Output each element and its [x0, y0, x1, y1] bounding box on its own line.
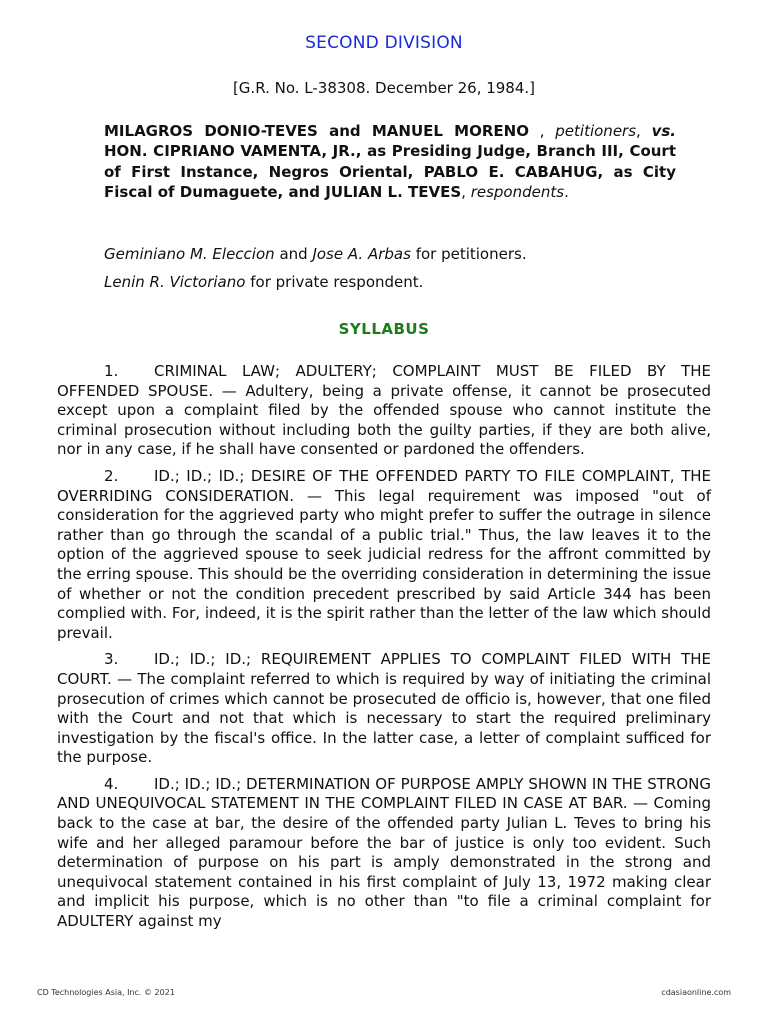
paragraph-text: ID.; ID.; ID.; DETERMINATION OF PURPOSE AMPLY SHOWN IN THE STRONG AND UNEQUIVOCAL STATEMENT IN THE COMPLAINT FILED IN CASE AT BAR. — Coming back to the case at bar, the desire of the offended party Julian L. Teves to bring his wife and her alleged paramour before the bar of justice is only too evident. Such determination of purpose on his part is amply demonstrated in the strong and unequivocal statement contained in his first complaint of July 13, 1972 making clear and implicit his purpose, which is no other than "to file a criminal complaint for ADULTERY against my: [57, 774, 711, 931]
petitioners-names: MILAGROS DONIO-TEVES and MANUEL MORENO: [104, 122, 529, 140]
paragraph-text: ID.; ID.; ID.; REQUIREMENT APPLIES TO COMPLAINT FILED WITH THE COURT. — The complaint referred to which is required by way of initiating the criminal prosecution of crimes which cannot be prosecuted de officio is, however, that one filed with the Court and not that which is necessary to start the required preliminary investigation by the fiscal's office. In the latter case, a letter of complaint sufficed for the purpose.: [57, 650, 711, 767]
paragraph-number: 3.: [104, 650, 119, 669]
versus-label: vs.: [651, 122, 676, 140]
paragraph-text: CRIMINAL LAW; ADULTERY; COMPLAINT MUST BE FILED BY THE OFFENDED SPOUSE. — Adultery, being a private offense, it cannot be prosecuted except upon a complaint filed by the offended spouse who cannot institute the criminal prosecution without including both the guilty parties, if they are both alive, nor in any case, if he shall have consented or pardoned the offenders.: [57, 362, 711, 459]
counsel-respondent: [104, 273, 704, 291]
counsel-role: for private respondent.: [250, 273, 424, 291]
syllabus-paragraph: [57, 775, 711, 932]
syllabus-paragraph: [57, 467, 711, 643]
division-heading: SECOND DIVISION: [305, 33, 463, 53]
petitioners-role: petitioners: [555, 122, 637, 140]
case-number: [G.R. No. L-38308. December 26, 1984.]: [232, 79, 536, 97]
respondents-names: HON. CIPRIANO VAMENTA, JR., as Presiding Judge, Branch III, Court of First Instance, Negros Oriental, PABLO E. CABAHUG, as City Fiscal of Dumaguete, and JULIAN L. TEVES: [104, 142, 676, 201]
syllabus-paragraph: [57, 650, 711, 768]
syllabus-body: [57, 362, 711, 939]
counsel-role: for petitioners.: [415, 245, 527, 263]
counsel-name: Lenin R. Victoriano: [104, 273, 246, 291]
counsel-name: Geminiano M. Eleccion: [104, 245, 275, 263]
counsel-name: Jose A. Arbas: [312, 245, 411, 263]
paragraph-number: 4.: [104, 774, 119, 793]
paragraph-number: 2.: [104, 466, 119, 485]
footer-copyright: CD Technologies Asia, Inc. © 2021: [37, 988, 175, 997]
footer-website: cdasiaonline.com: [661, 988, 731, 997]
case-parties: MILAGROS DONIO-TEVES and MANUEL MORENO , petitioners, vs. HON. CIPRIANO VAMENTA, JR., as Presiding Judge, Branch III, Court of First Instance, Negros Oriental, PABLO E. CABAHUG, as City Fiscal of Dumaguete, and JULIAN L. TEVES, respondents.: [104, 122, 676, 201]
counsel-conjunction: and: [279, 245, 308, 263]
respondents-role: respondents: [470, 182, 565, 201]
syllabus-heading: SYLLABUS: [338, 320, 430, 338]
counsel-petitioners: [104, 245, 704, 263]
paragraph-number: 1.: [104, 362, 119, 380]
syllabus-paragraph: [57, 362, 711, 460]
paragraph-text: ID.; ID.; ID.; DESIRE OF THE OFFENDED PARTY TO FILE COMPLAINT, THE OVERRIDING CONSIDERATION. — This legal requirement was imposed "out of consideration for the aggrieved party who might prefer to suffer the outrage in silence rather than go through the scandal of a public trial." Thus, the law leaves it to the option of the aggrieved spouse to seek judicial redress for the affront committed by the erring spouse. This should be the overriding consideration in determining the issue of whether or not the condition precedent prescribed by said Article 344 has been complied with. For, indeed, it is the spirit rather than the letter of the law which should prevail.: [57, 466, 711, 642]
